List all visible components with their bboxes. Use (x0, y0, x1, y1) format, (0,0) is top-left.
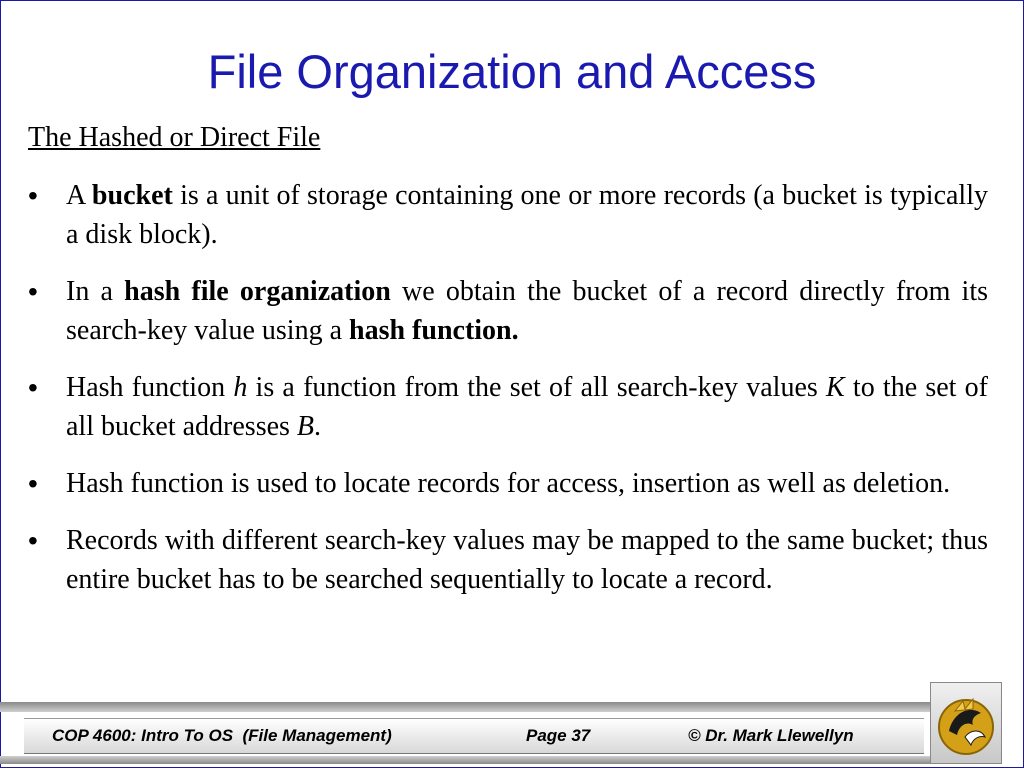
footer-bar (0, 702, 1024, 766)
bullet-term: hash file organization (124, 276, 391, 307)
bullet-item (28, 176, 988, 254)
logo-box (930, 682, 1002, 764)
math-symbol: B (296, 411, 315, 442)
bullet-dot-icon: • (28, 468, 38, 499)
footer-author: © Dr. Mark Llewellyn (688, 726, 854, 745)
footer-page-number: Page 37 (526, 726, 591, 745)
bullet-text: is a function from the set of all search-key values (247, 372, 827, 403)
footer-course: COP 4600: Intro To OS (File Management) (52, 726, 392, 745)
bullet-item (28, 464, 988, 503)
bullet-text: we obtain the bucket of a record directly from its search-key value using a (66, 276, 989, 346)
bullet-text: A (66, 180, 92, 211)
bullet-text: Records with different search-key values may be mapped to the same bucket; thus entire bucket has to be searched sequentially to locate a record. (66, 525, 988, 595)
bullet-term: hash function. (349, 315, 519, 346)
bullet-item (28, 368, 988, 446)
bullet-text: . (314, 411, 322, 442)
bullet-dot-icon: • (28, 276, 38, 307)
math-symbol: h (233, 372, 248, 403)
footer-band-bottom (0, 756, 930, 764)
bullet-text: Hash function (66, 372, 234, 403)
pegasus-logo-icon (935, 691, 997, 757)
bullet-term: bucket (91, 180, 173, 211)
bullet-text: In a (66, 276, 125, 307)
bullet-dot-icon: • (28, 180, 38, 211)
slide-title: File Organization and Access (207, 45, 817, 98)
footer-band-top (0, 702, 930, 712)
bullet-text: to the set of all bucket addresses (66, 372, 989, 442)
bullet-text: Hash function is used to locate records for access, insertion as well as deletion. (66, 468, 951, 499)
section-subtitle: The Hashed or Direct File (28, 122, 321, 153)
bullet-text: is a unit of storage containing one or more records (a bucket is typically a disk block). (66, 180, 988, 250)
bullet-dot-icon: • (28, 525, 38, 556)
bullet-item (28, 272, 988, 350)
bullet-dot-icon: • (28, 372, 38, 403)
bullet-list (28, 176, 988, 617)
math-symbol: K (826, 372, 845, 403)
bullet-item (28, 521, 988, 599)
